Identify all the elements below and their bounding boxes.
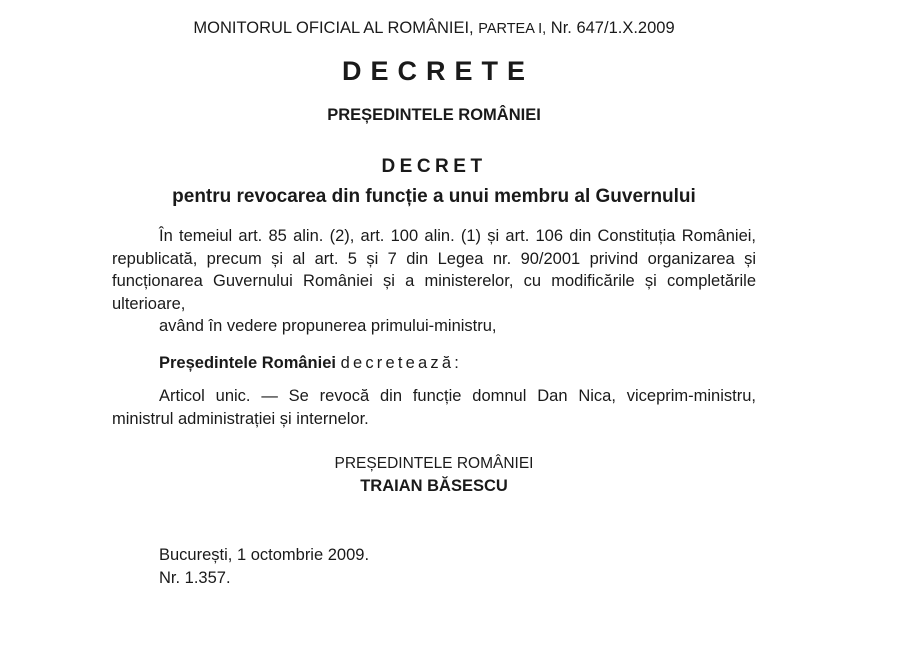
publication-name: MONITORUL OFICIAL AL ROMÂNIEI,	[193, 19, 474, 37]
signature-title: PREȘEDINTELE ROMÂNIEI	[334, 455, 534, 472]
article-paragraph: Articol unic. — Se revocă din funcție domnul Dan Nica, viceprim-ministru, ministrul administrației și internelor.	[112, 387, 756, 428]
enacting-clause	[112, 352, 756, 375]
running-header	[0, 19, 868, 38]
decree-number: Nr. 1.357.	[159, 569, 231, 587]
legal-basis-paragraph: În temeiul art. 85 alin. (2), art. 100 alin. (1) și art. 106 din Constituția României, republicată, precum și al art. 5 și 7 din Legea nr. 90/2001 privind organizarea și funcționarea Guvernului României și a ministerelor, cu modificările și completările ulterioare,	[112, 227, 756, 313]
place-and-date: București, 1 octombrie 2009.	[159, 546, 370, 564]
decree-title: pentru revocarea din funcție a unui membru al Guvernului	[172, 186, 696, 207]
enacting-subject: Președintele României	[159, 354, 336, 372]
enacting-verb: decretează:	[340, 354, 463, 372]
section-title: DECRETE	[341, 56, 534, 86]
issue-number: Nr. 647/1.X.2009	[550, 19, 675, 37]
considering-paragraph: având în vedere propunerea primului-ministru,	[159, 317, 497, 335]
issuer-heading: PREȘEDINTELE ROMÂNIEI	[327, 106, 541, 124]
signature-name: TRAIAN BĂSESCU	[360, 477, 508, 495]
decree-heading: DECRET	[381, 156, 487, 177]
publication-part: PARTEA I,	[478, 21, 547, 37]
